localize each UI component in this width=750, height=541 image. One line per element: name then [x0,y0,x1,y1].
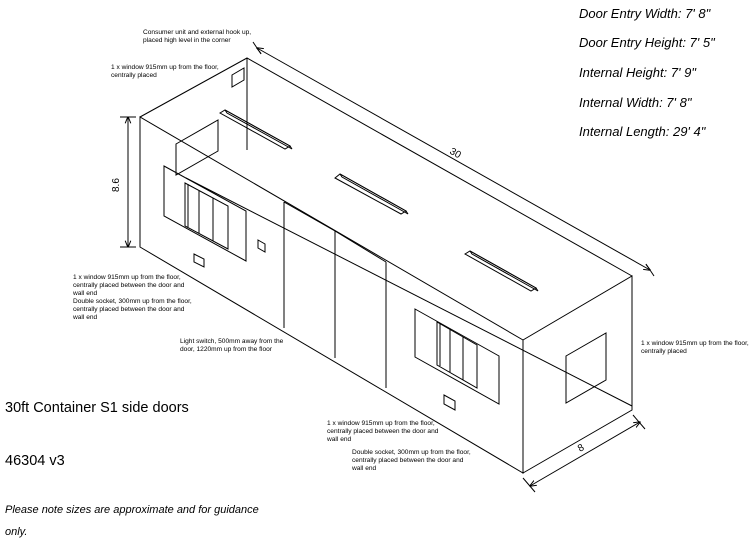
length-label: 30 [447,146,463,162]
note-socket-right: Double socket, 300mm up from the floor, centrally placed between the door and wall end [352,449,471,472]
hidden-floor-line [186,178,632,406]
roof-light-1 [220,110,290,149]
double-socket-left [194,254,204,267]
height-label: 8.6 [111,178,122,192]
spec-internal-height: Internal Height: 7' 9" [579,65,696,80]
spec-door-entry-width: Door Entry Width: 7' 8" [579,6,711,21]
end-window-left [176,120,218,175]
door-frame-top-2 [335,231,386,262]
note-window-side-right: 1 x window 915mm up from the floor, centrally placed between the door and wall end [327,420,439,443]
roof-light-3 [465,251,536,291]
footer-note-line-1: Please note sizes are approximate and for guidance [5,504,259,516]
note-light-switch: Light switch, 500mm away from the door, 1220mm up from the floor [180,338,284,353]
roof-lights [220,110,538,291]
width-label: 8 [576,442,587,455]
side-window-left [164,166,246,261]
note-window-side-left: 1 x window 915mm up from the floor, centrally placed between the door and wall end [73,274,185,297]
door-frame-top-1 [284,202,335,231]
side-doors [284,202,386,388]
drawing-title: 30ft Container S1 side doors [5,400,189,416]
note-window-end-left: 1 x window 915mm up from the floor, centrally placed [111,64,219,79]
note-consumer-unit: Consumer unit and external hook up, placed high level in the corner [143,29,252,44]
end-window-right [566,333,606,403]
spec-internal-width: Internal Width: 7' 8" [579,95,692,110]
spec-internal-length: Internal Length: 29' 4" [579,124,706,139]
width-dim-line [530,422,640,486]
note-window-end-right: 1 x window 915mm up from the floor, centrally placed [641,340,749,355]
note-socket-left: Double socket, 300mm up from the floor, centrally placed between the door and wall end [73,298,192,321]
side-window-right [415,309,499,404]
roof-light-2 [335,174,406,214]
consumer-unit-box [232,68,244,87]
double-socket-right [444,395,455,410]
light-switch-left [258,240,265,252]
sockets-switches [194,240,455,410]
drawing-reference: 46304 v3 [5,453,65,469]
spec-door-entry-height: Door Entry Height: 7' 5" [579,35,715,50]
footer-note-line-2: only. [5,526,28,538]
